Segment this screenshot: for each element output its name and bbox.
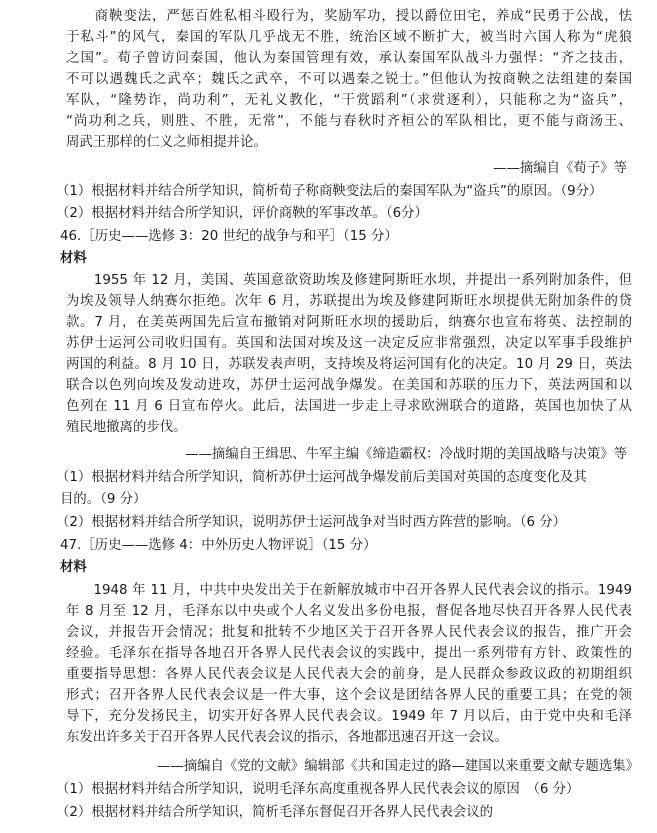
material-47-line: 会议，并报告开会情况；批复和批转不少地区关于召开各界人民代表会议的报告，推广开会 bbox=[66, 625, 632, 640]
material-45-source: ——摘编自《荀子》等 bbox=[493, 161, 627, 176]
material-46-label: 材料 bbox=[60, 251, 87, 266]
material-46-line: 1955 年 12 月，美国、英国意欲资助埃及修建阿斯旺水坝，并提出一系列附加条件，但 bbox=[66, 273, 632, 288]
material-46-line: 联合以色列向埃及发动进攻，苏伊士运河战争爆发。在美国和苏联的压力下，英法两国和以 bbox=[66, 378, 632, 393]
material-46-line: 苏伊士运河公司收归国有。英国和法国对埃及这一决定反应非常强烈，决定以军事手段维护 bbox=[66, 336, 632, 351]
material-47-line: 重要指导思想：各界人民代表会议是人民代表大会的前身，是人民群众参政议政的初期组织 bbox=[66, 667, 632, 682]
material-47-line: 1948 年 11 月，中共中央发出关于在新解放城市中召开各界人民代表会议的指示。1949 bbox=[66, 583, 632, 598]
question-46-1: （1）根据材料并结合所学知识，简析苏伊士运河战争爆发前后美国对英国的态度变化及其 bbox=[56, 470, 587, 485]
material-46-line: 殖民地撤离的步伐。 bbox=[66, 420, 187, 435]
material-46-line: 为埃及领导人纳赛尔拒绝。次年 6 月，苏联提出为埃及修建阿斯旺水坝提供无附加条件的贷 bbox=[66, 294, 632, 309]
material-46-line: 款。7 月，在美英两国先后宣布撤销对阿斯旺水坝的援助后，纳赛尔也宣布将英、法控制的 bbox=[66, 315, 632, 330]
material-47-line: 东发出许多关于召开各界人民代表会议的指示，各地都迅速召开这一会议。 bbox=[66, 730, 508, 745]
material-45-line: 于私斗”的风气，秦国的军队几乎战无不胜，统治区域不断扩大，被当时六国人称为“虎狼 bbox=[66, 30, 632, 45]
material-45-line: 不可以遇魏氏之武卒；魏氏之武卒，不可以遇秦之锐士。”但他认为按商鞅之法组建的秦国 bbox=[66, 72, 632, 87]
material-47-source: ——摘编自《党的文献》编辑部《共和国走过的路—建国以来重要文献专题选集》 bbox=[156, 759, 639, 774]
material-47 bbox=[66, 580, 632, 748]
material-46-source: ——摘编自王缉思、牛军主编《缔造霸权：冷战时期的美国战略与决策》等 bbox=[185, 447, 627, 462]
question-45-2: （2）根据材料并结合所学知识，评价商鞅的军事改革。（6分） bbox=[56, 206, 428, 221]
material-46 bbox=[66, 270, 632, 438]
question-47-2: （2）根据材料并结合所学知识，简析毛泽东督促召开各界人民代表会议的 bbox=[56, 805, 494, 820]
material-47-line: 年 8 月至 12 月，毛泽东以中央或个人名义发出多份电报，督促各地尽快召开各界人民代表 bbox=[66, 604, 632, 619]
question-47-1: （1）根据材料并结合所学知识，说明毛泽东高度重视各界人民代表会议的原因 （6 分） bbox=[56, 782, 580, 797]
material-45-line: “尚功利之兵，则胜、不胜，无常”，不能与春秋时齐桓公的军队相比，更不能与商汤王、 bbox=[66, 114, 632, 129]
question-46-1-cont: 目的。（9 分） bbox=[60, 492, 147, 507]
material-47-line: 经验。毛泽东在指导各地召开各界人民代表会议的实践中，提出一系列带有方针、政策性的 bbox=[66, 646, 632, 661]
material-47-line: 形式；召开各界人民代表会议是一件大事，这个会议是团结各界人民的重要工具；在党的领 bbox=[66, 688, 632, 703]
question-46-2: （2）根据材料并结合所学知识，说明苏伊士运河战争对当时西方阵营的影响。（6 分） bbox=[56, 515, 567, 530]
material-46-line: 两国的利益。8 月 10 日，苏联发表声明，支持埃及将运河国有化的决定。10 月 29 日，英法 bbox=[66, 357, 632, 372]
question-45-1: （1）根据材料并结合所学知识，简析荀子称商鞅变法后的秦国军队为“盗兵”的原因。（9分） bbox=[56, 184, 603, 199]
material-45 bbox=[66, 6, 632, 153]
material-46-line: 色列在 11 月 6 日宣布停火。此后，法国进一步走上寻求欧洲联合的道路，英国也加快了从 bbox=[66, 399, 632, 414]
material-45-line: 商鞅变法，严惩百姓私相斗殴行为，奖励军功，授以爵位田宅，养成“民勇于公战，怯 bbox=[66, 9, 632, 24]
material-47-line: 导下，充分发扬民主，切实开好各界人民代表会议。1949 年 7 月以后，由于党中央和毛泽 bbox=[66, 709, 632, 724]
material-45-line: 军队，“隆势诈，尚功利”，无礼义教化，“干赏蹈利”（求赏逐利），只能称之为“盗兵”， bbox=[66, 93, 632, 108]
question-46-heading: 46.［历史——选修 3：20 世纪的战争与和平］（15 分） bbox=[60, 229, 398, 244]
material-45-line: 周武王那样的仁义之师相提并论。 bbox=[66, 135, 267, 150]
question-47-heading: 47.［历史——选修 4：中外历史人物评说］（15 分） bbox=[60, 538, 377, 553]
material-47-label: 材料 bbox=[60, 560, 87, 575]
material-45-line: 之国”。荀子曾访问秦国，他认为秦国管理有效，承认秦国军队战斗力强悍：“齐之技击， bbox=[66, 51, 632, 66]
